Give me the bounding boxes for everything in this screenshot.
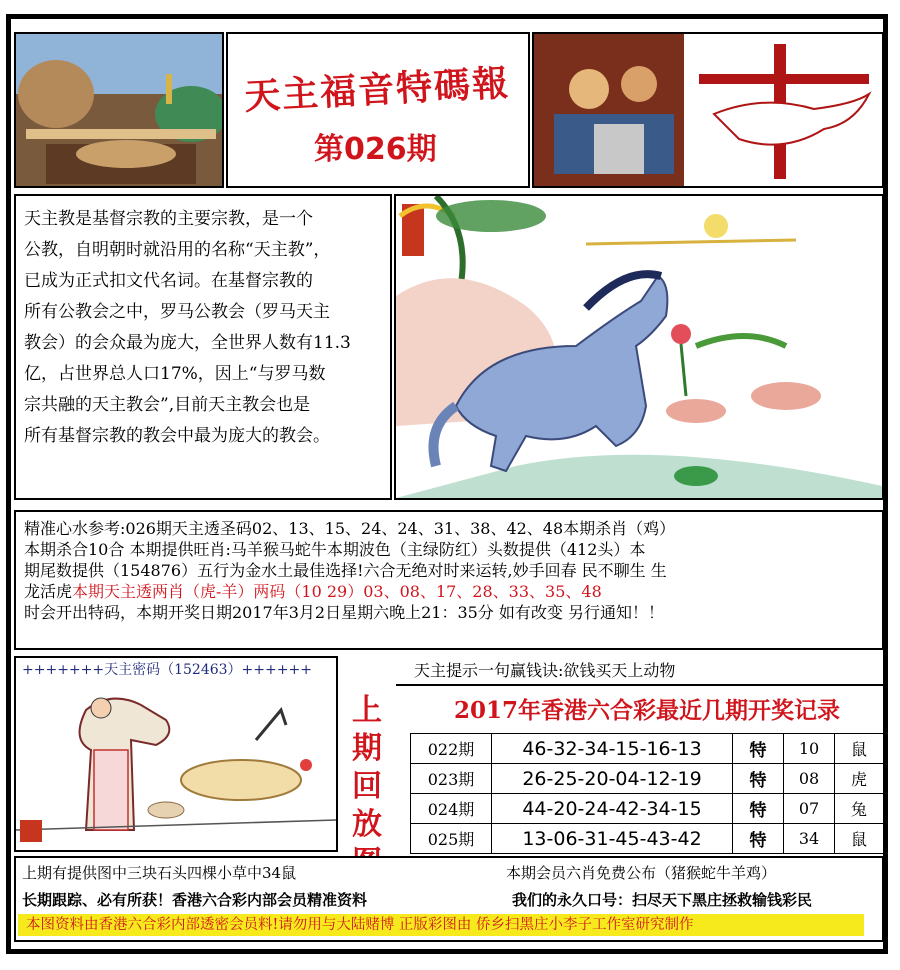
intro-line: 已成为正式扣文代名词。在基督宗教的 [24,271,313,291]
special-label-cell: 特 [733,734,784,764]
intro-line: 公教，自明朝时就沿用的名称“天主教”， [24,240,331,260]
numbers-cell: 44-20-24-42-34-15 [492,794,733,824]
footer-left-1: 上期有提供图中三块石头四棵小草中34鼠 [22,864,297,882]
vertical-char: 放 [352,807,382,842]
info-line-4-prefix: 龙活虎 [24,582,73,601]
period-cell: 022期 [411,734,492,764]
intro-line: 亿，占世界总人口17%，因上“与罗马数 [24,364,326,384]
zodiac-cell: 鼠 [835,734,884,764]
newspaper-title: 天主福音特碼報 [243,63,512,118]
vertical-char: 期 [352,731,382,766]
last-issue-replay-label [344,692,390,882]
special-number-cell: 10 [784,734,835,764]
hint-divider [396,684,884,686]
info-line-5: 时会开出特码，本期开奖日期2017年3月2日星期六晚上21：35分 如有改变 另行通知！！ [24,603,664,622]
intro-text-box [14,194,392,500]
horse-illustration [394,194,884,500]
info-highlight: 本期天主透两肖（虎-羊）两码（10 29）03、08、17、28、33、35、48 [72,582,602,601]
intro-line: 天主教是基督宗教的主要宗教，是一个 [24,209,313,229]
info-box [14,510,884,650]
intro-line: 教会）的会众最为庞大，全世界人数有11.3 [24,333,351,353]
last-issue-picture-box [14,656,338,852]
period-cell: 025期 [411,824,492,854]
numbers-cell: 46-32-34-15-16-13 [492,734,733,764]
special-label-cell: 特 [733,824,784,854]
period-cell: 024期 [411,794,492,824]
table-row [411,824,884,854]
table-row [411,764,884,794]
info-line-1: 精准心水参考:026期天主透圣码02、13、15、24、24、31、38、42、48本期杀肖（鸡） [24,519,676,538]
footer-right-2: 我们的永久口号：扫尽天下黑庄拯救输钱彩民 [512,891,813,909]
vertical-char: 上 [352,693,382,728]
info-line-4 [24,581,876,602]
info-line-2: 本期杀合10合 本期提供旺肖:马羊猴马蛇牛本期波色（主绿防红）头数提供（412头）本 [24,540,646,559]
period-cell: 023期 [411,764,492,794]
special-number-cell: 08 [784,764,835,794]
secret-code: +++++++天主密码（152463）++++++ [22,662,312,678]
issue-number: 第026期 [314,132,437,167]
zodiac-cell: 虎 [835,764,884,794]
footer-right-1: 本期会员六肖免费公布（猪猴蛇牛羊鸡） [506,864,777,882]
special-label-cell: 特 [733,794,784,824]
zodiac-cell: 鼠 [835,824,884,854]
info-line-3: 期尾数提供（154876）五行为金水土最佳选择!六合无绝对时来运转,妙手回春 民不聊生 生 [24,561,667,580]
vertical-char: 回 [352,769,382,804]
special-label-cell: 特 [733,764,784,794]
records-title: 2017年香港六合彩最近几期开奖记录 [453,697,840,724]
hint-text: 天主提示一句赢钱诀:欲钱买天上动物 [414,661,676,680]
church-photo [14,32,224,188]
numbers-cell: 13-06-31-45-43-42 [492,824,733,854]
intro-line: 宗共融的天主教会”,目前天主教会也是 [24,395,311,415]
intro-line: 所有基督宗教的教会中最为庞大的教会。 [24,426,330,446]
numbers-cell: 26-25-20-04-12-19 [492,764,733,794]
records-table [410,733,884,854]
intro-line: 所有公教会之中，罗马公教会（罗马天主 [24,302,330,322]
header-title-box [226,32,530,188]
footer-left-2: 长期跟踪、必有所获！香港六合彩内部会员精准资料 [22,891,368,909]
table-row [411,734,884,764]
zodiac-cell: 兔 [835,794,884,824]
table-row [411,794,884,824]
special-number-cell: 07 [784,794,835,824]
religious-image [532,32,884,188]
special-number-cell: 34 [784,824,835,854]
footer-banner: 本图资料由香港六合彩内部透密会员料!请勿用与大陆赌博 正版彩图由 侨乡扫黑庄小李子工作室研究制作 [18,914,864,936]
